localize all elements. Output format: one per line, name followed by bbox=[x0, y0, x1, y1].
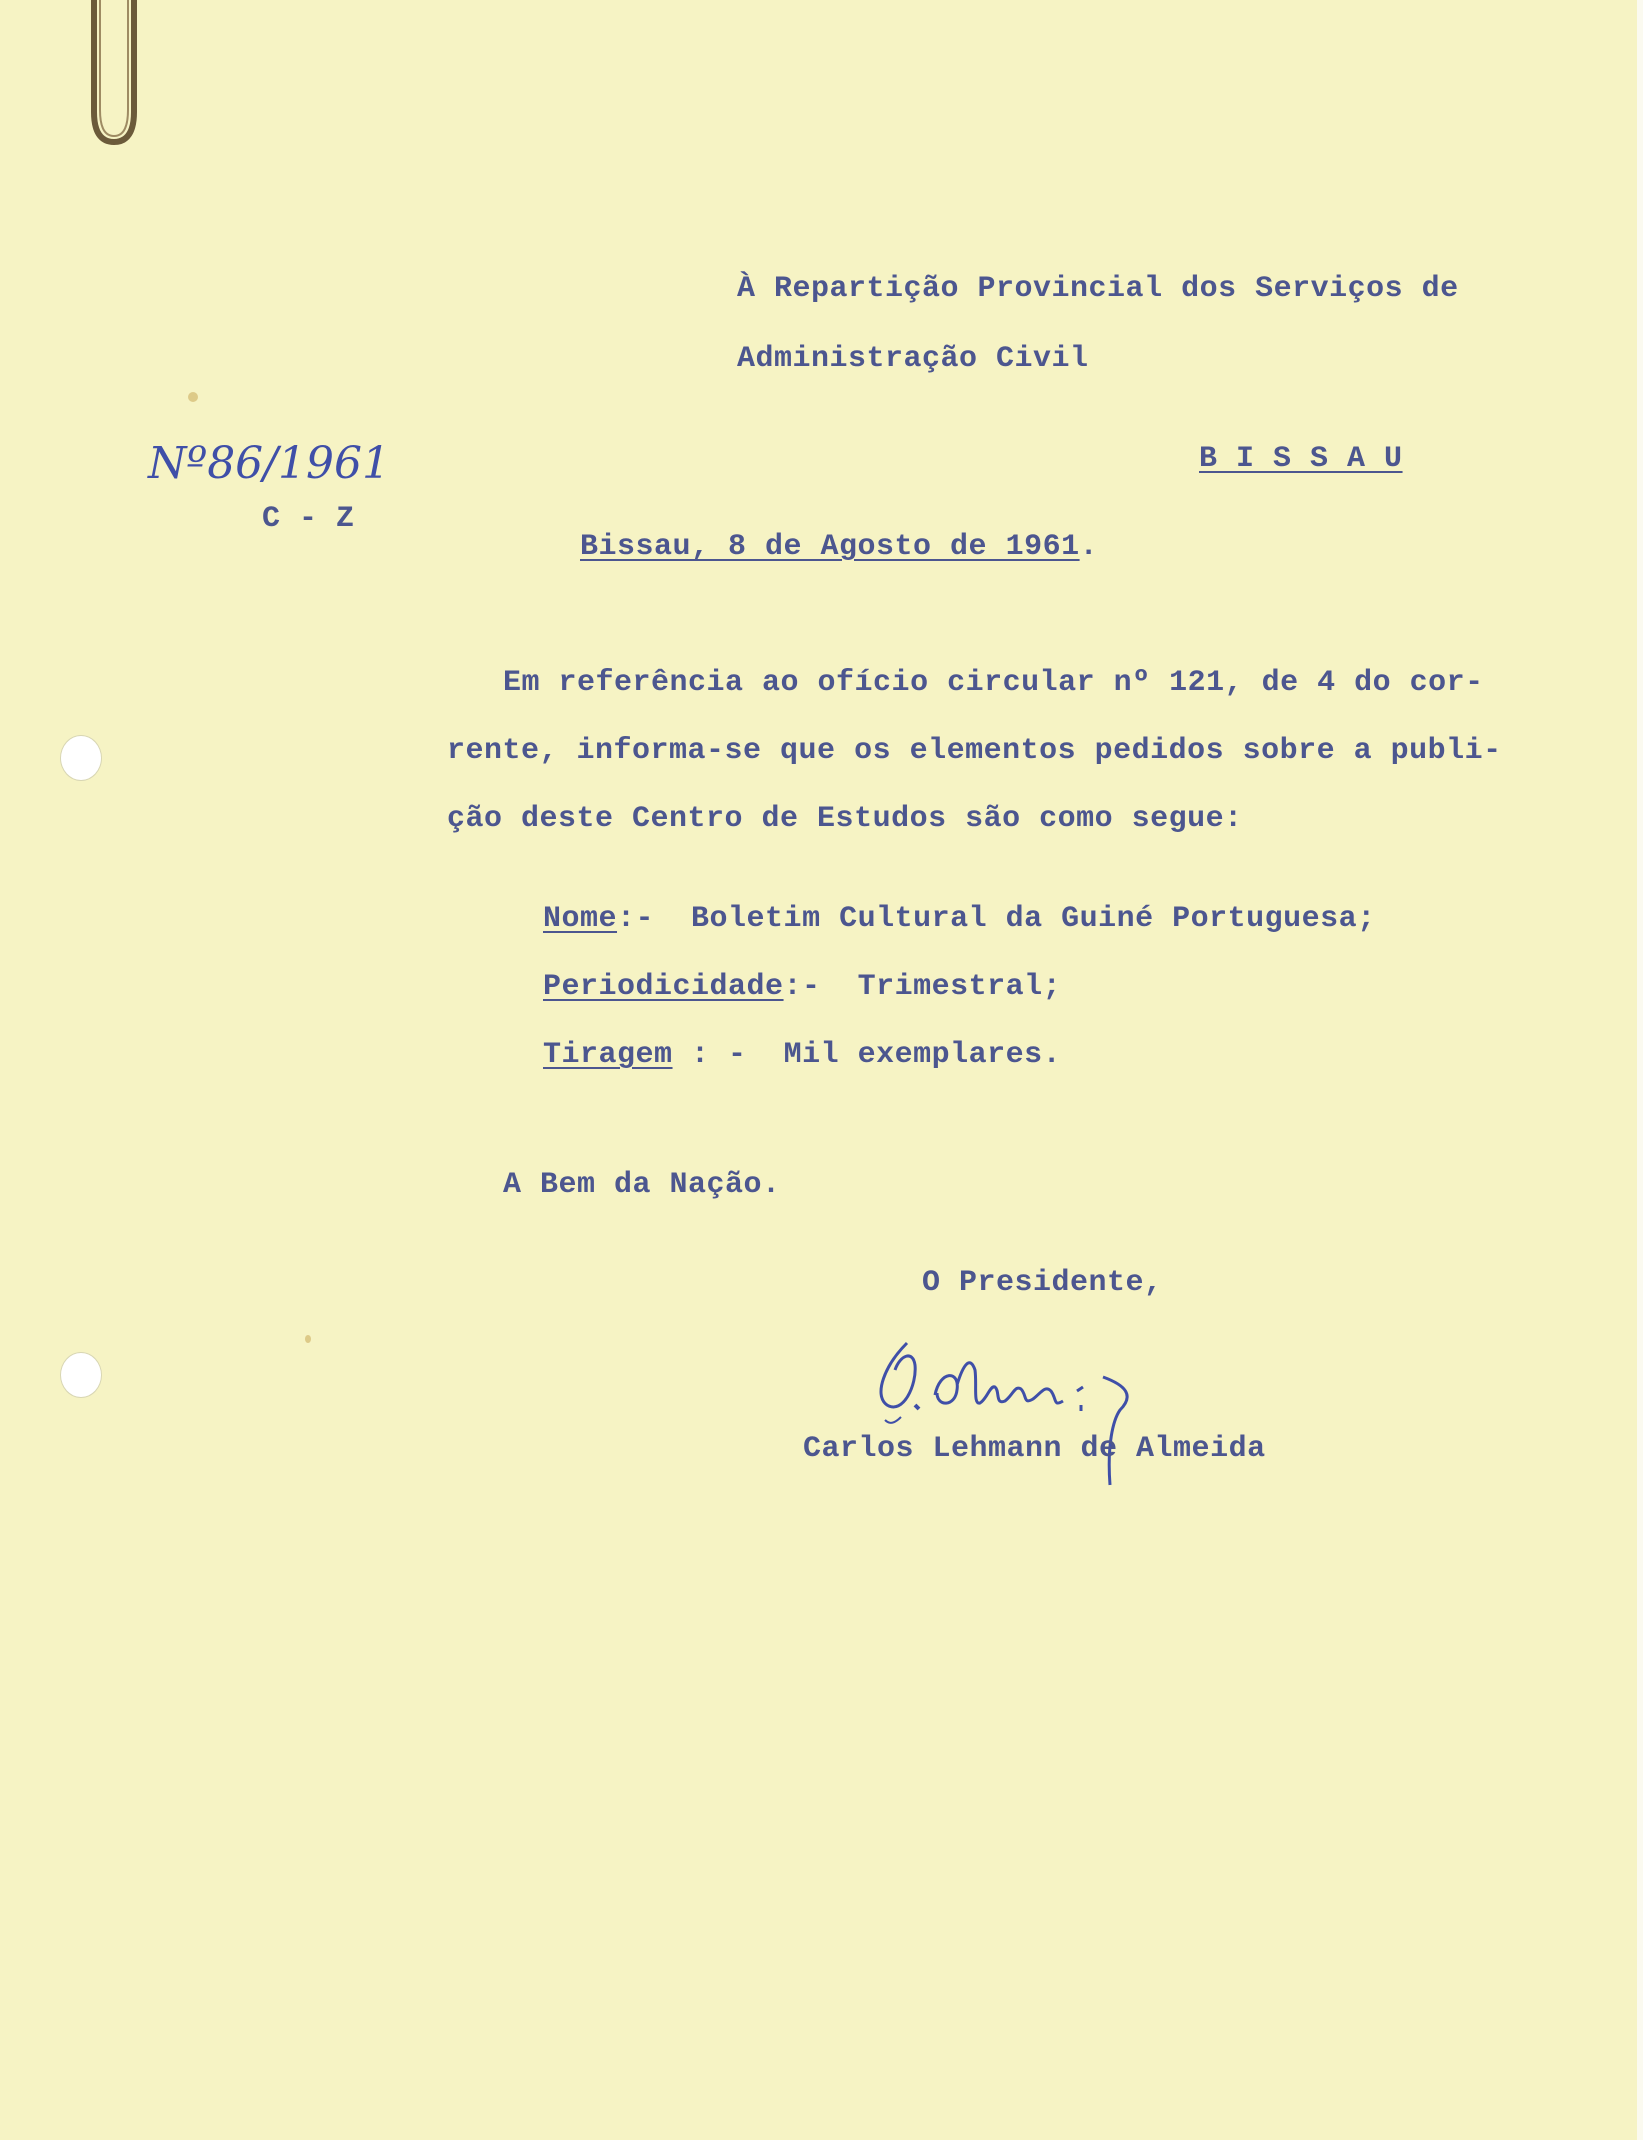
body-line-1: Em referência ao ofício circular nº 121, de 4 do cor- bbox=[503, 666, 1484, 700]
item-label: Nome bbox=[543, 902, 618, 936]
recipient-city: B I S S A U bbox=[1199, 442, 1403, 476]
body-line-2: rente, informa-se que os elementos pedidos sobre a publi- bbox=[447, 734, 1502, 768]
item-separator: : - bbox=[672, 1038, 747, 1072]
item-tiragem bbox=[543, 1038, 1061, 1072]
punch-hole-top bbox=[60, 735, 102, 781]
item-value: Boletim Cultural da Guiné Portuguesa; bbox=[691, 902, 1376, 936]
item-separator: :- bbox=[783, 970, 821, 1004]
reference-code: C - Z bbox=[262, 502, 355, 536]
signature bbox=[845, 1325, 1305, 1505]
letter-date-line bbox=[580, 530, 1098, 564]
item-value: Mil exemplares. bbox=[783, 1038, 1062, 1072]
paper-clip-icon bbox=[80, 0, 140, 150]
closing-salutation: A Bem da Nação. bbox=[503, 1168, 781, 1202]
signatory-title: O Presidente, bbox=[922, 1266, 1163, 1300]
reference-number: Nº86/1961 bbox=[148, 438, 390, 489]
punch-hole-bottom bbox=[60, 1352, 102, 1398]
item-periodicidade bbox=[543, 970, 1061, 1004]
recipient-line-1: À Repartição Provincial dos Serviços de bbox=[737, 272, 1459, 306]
item-label: Periodicidade bbox=[543, 970, 784, 1004]
item-value: Trimestral; bbox=[857, 970, 1062, 1004]
item-nome bbox=[543, 902, 1376, 936]
body-line-3: ção deste Centro de Estudos são como segue: bbox=[447, 802, 1243, 836]
item-separator: :- bbox=[617, 902, 655, 936]
recipient-line-2: Administração Civil bbox=[737, 342, 1089, 376]
stain-mark bbox=[188, 392, 198, 402]
signatory-name: Carlos Lehmann de Almeida bbox=[803, 1432, 1266, 1466]
item-label: Tiragem bbox=[543, 1038, 673, 1072]
letter-date-period: . bbox=[1079, 530, 1099, 564]
letter-date: Bissau, 8 de Agosto de 1961 bbox=[580, 530, 1080, 564]
stain-mark bbox=[305, 1335, 311, 1343]
